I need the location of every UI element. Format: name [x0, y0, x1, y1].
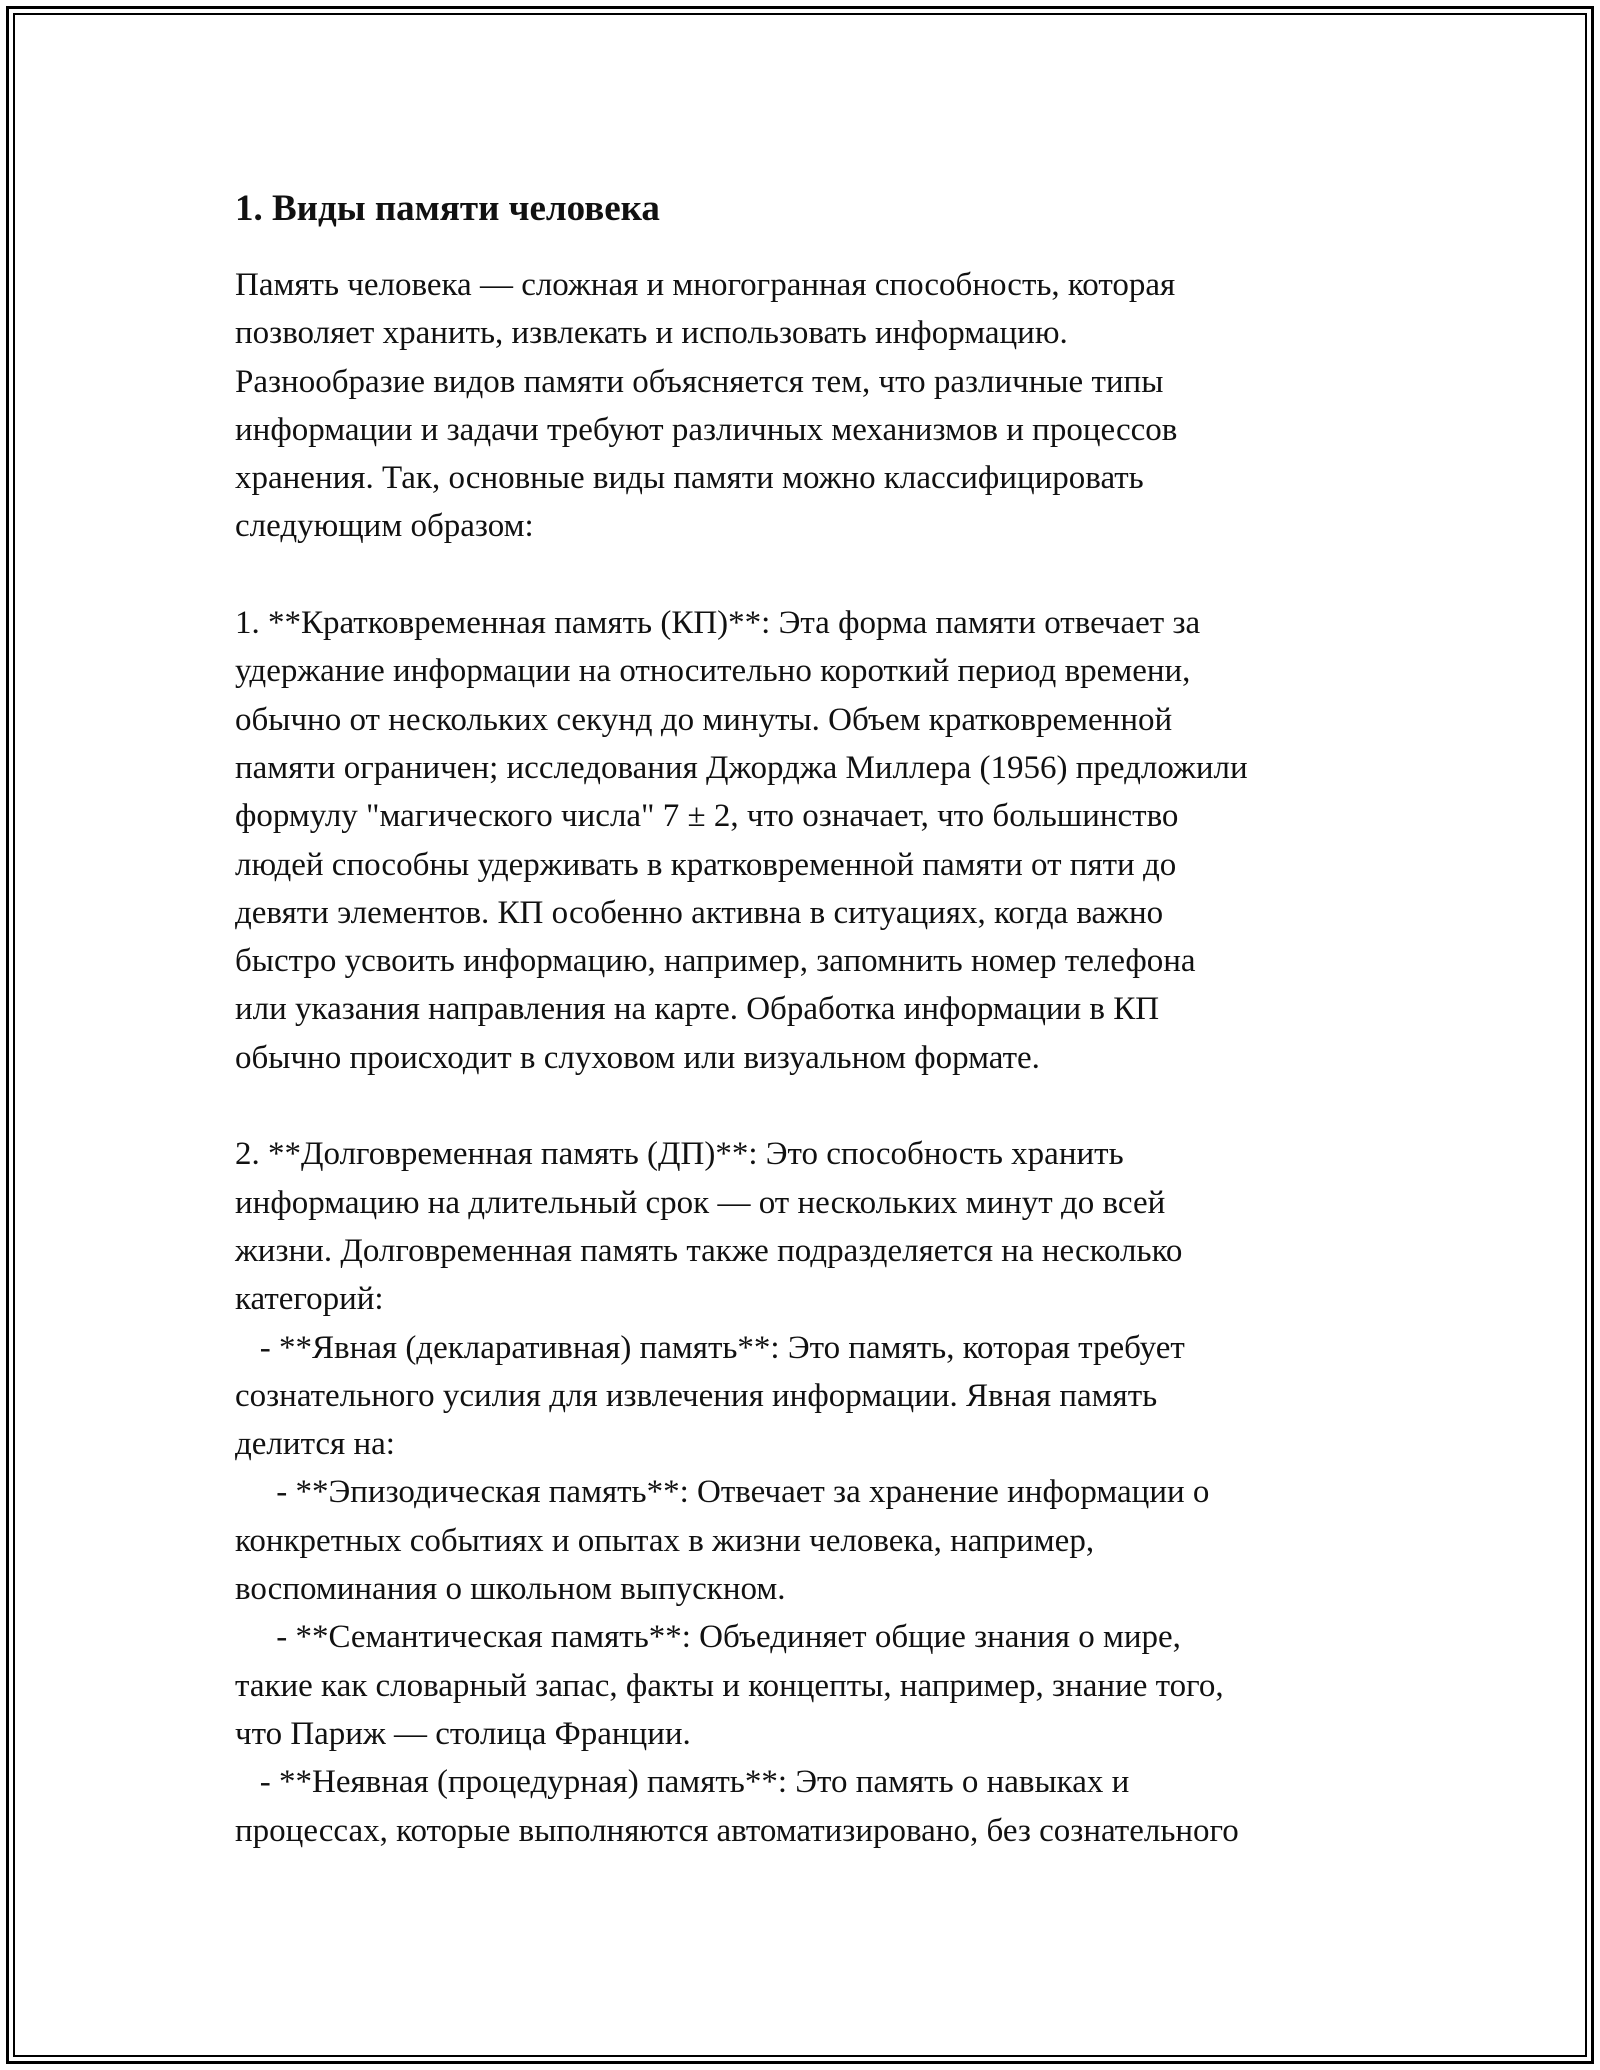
text-line: или указания направления на карте. Обработка информации в КП [235, 991, 1160, 1028]
text-line: жизни. Долговременная память также подразделяется на несколько [235, 1232, 1183, 1269]
text-line: делится на: [235, 1426, 395, 1463]
text-line: позволяет хранить, извлекать и использовать информацию. [235, 315, 1068, 352]
text-line: 1. **Кратковременная память (КП)**: Эта форма памяти отвечает за [235, 605, 1201, 642]
text-line: информации и задачи требуют различных механизмов и процессов [235, 411, 1178, 448]
document-body [235, 185, 1415, 1855]
text-line: что Париж — столица Франции. [235, 1715, 691, 1752]
text-line: следующим образом: [235, 508, 534, 545]
text-line: - **Явная (декларативная) память**: Это память, которая требует [235, 1329, 1185, 1366]
text-line: категорий: [235, 1281, 384, 1318]
text-line: информацию на длительный срок — от нескольких минут до всей [235, 1184, 1166, 1221]
paragraph-gap [235, 551, 1415, 599]
text-line: Разнообразие видов памяти объясняется тем, что различные типы [235, 363, 1164, 400]
text-line: воспоминания о школьном выпускном. [235, 1571, 786, 1608]
text-line: процессах, которые выполняются автоматизировано, без сознательного [235, 1812, 1239, 1849]
text-line: конкретных событиях и опытах в жизни человека, например, [235, 1522, 1095, 1559]
text-line: удержание информации на относительно короткий период времени, [235, 653, 1191, 690]
text-line: людей способны удерживать в кратковременной памяти от пяти до [235, 846, 1177, 883]
text-line: формулу "магического числа" 7 ± 2, что означает, что большинство [235, 798, 1179, 835]
text-line: сознательного усилия для извлечения информации. Явная память [235, 1377, 1158, 1414]
text-line: обычно происходит в слуховом или визуальном формате. [235, 1039, 1040, 1076]
text-line: Память человека — сложная и многогранная способность, которая [235, 267, 1176, 303]
text-line: - **Неявная (процедурная) память**: Это память о навыках и [235, 1764, 1130, 1801]
text-line: - **Эпизодическая память**: Отвечает за хранение информации о [235, 1474, 1210, 1511]
document-text [235, 261, 1415, 1855]
text-line: хранения. Так, основные виды памяти можно классифицировать [235, 460, 1144, 497]
text-line: - **Семантическая память**: Объединяет общие знания о мире, [235, 1619, 1181, 1656]
text-line: девяти элементов. КП особенно активна в ситуациях, когда важно [235, 894, 1164, 931]
text-line: такие как словарный запас, факты и концепты, например, знание того, [235, 1667, 1224, 1704]
text-line: 2. **Долговременная память (ДП)**: Это способность хранить [235, 1136, 1124, 1173]
text-line: обычно от нескольких секунд до минуты. Объем кратковременной [235, 701, 1173, 738]
section-heading: 1. Виды памяти человека [235, 188, 660, 229]
text-line: быстро усвоить информацию, например, запомнить номер телефона [235, 943, 1196, 980]
paragraph-gap [235, 1082, 1415, 1130]
text-line: памяти ограничен; исследования Джорджа Миллера (1956) предложили [235, 749, 1248, 786]
